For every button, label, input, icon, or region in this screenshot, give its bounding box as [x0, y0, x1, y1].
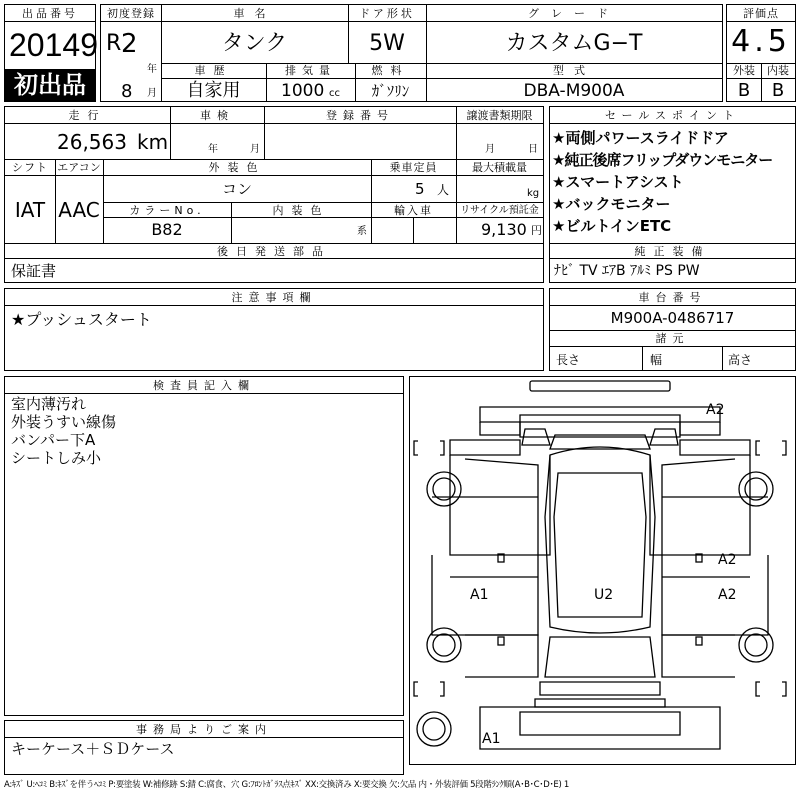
model: DBA-M900A: [523, 81, 625, 101]
car-outline: [410, 377, 795, 764]
interior-color-label: 内装色: [272, 204, 330, 217]
inspector-box: [4, 376, 404, 716]
name-label: 車名: [233, 7, 276, 20]
displacement: 1000: [281, 81, 325, 101]
mileage-unit: km: [137, 130, 169, 154]
plate-label: 登録番号: [326, 109, 394, 122]
damage-mark-roof: U2: [594, 587, 614, 603]
capacity-unit: 人: [437, 183, 450, 197]
lot-number: 20149: [9, 27, 98, 63]
sales-point-item: ★両側パワースライドドア: [552, 129, 729, 147]
inspector-line: 外装うすい線傷: [11, 413, 117, 431]
sales-point-item: ★バックモニター: [552, 195, 671, 213]
grade: カスタムG−T: [505, 31, 643, 56]
load-unit: kg: [527, 188, 540, 199]
inspector-line: 室内薄汚れ: [11, 395, 87, 413]
car-diagram: [409, 376, 796, 765]
capacity: 5: [415, 180, 425, 198]
ac: AAC: [58, 198, 100, 222]
legend: A:ｷｽﾞ U:ﾍｺﾐ B:ｷｽﾞを伴うﾍｺﾐ P:要塗装 W:補修跡 S:錆 C:腐食、穴 G:ﾌﾛﾝﾄｶﾞﾗｽ点ｷｽﾞ XX:交換済み X:要交換 欠:欠品 内・外装評価 5段階ﾗﾝｸ順(A･B･C･D･E) 1: [4, 780, 570, 790]
reg-year: 2: [121, 29, 138, 59]
transfer-label: 譲渡書類期限: [466, 109, 533, 122]
office-value: キーケース＋ＳＤケース: [11, 740, 175, 758]
displacement-label: 排気量: [285, 64, 336, 77]
model-label: 型式: [553, 64, 595, 77]
reg-era: R: [106, 31, 122, 56]
damage-mark-right-front: A2: [718, 552, 737, 568]
office-label: 事務局よりご案内: [136, 723, 272, 736]
notes-value: ★プッシュスタート: [11, 310, 152, 329]
inspector-line: シートしみ小: [11, 449, 102, 467]
header-table: [100, 4, 723, 102]
damage-mark-right-mid: A2: [718, 587, 737, 603]
reg-month: 8: [121, 81, 133, 102]
car-name: タンク: [221, 31, 288, 56]
shift: IAT: [14, 198, 46, 222]
spec-table: [4, 106, 544, 283]
dimensions-label: 諸元: [655, 332, 690, 345]
office-box: [4, 720, 404, 775]
transfer-month-unit: 月: [485, 144, 495, 155]
first-time-badge: 初出品: [5, 69, 95, 101]
sales-points-label: セールスポイント: [604, 109, 740, 122]
chassis-number: M900A-0486717: [610, 309, 735, 327]
inspection-month-unit: 月: [250, 144, 260, 155]
import-label: 輸入車: [394, 204, 433, 217]
lot-box: [4, 4, 96, 102]
exterior-color: コン: [221, 180, 252, 198]
lot-label: 出品番号: [22, 7, 78, 20]
sales-point-item: ★スマートアシスト: [552, 173, 684, 191]
inspection-year-unit: 年: [208, 144, 218, 155]
exterior-grade: B: [737, 80, 751, 101]
interior-grade: B: [771, 80, 785, 101]
sales-points-box: [549, 106, 796, 283]
height-label: 高さ: [728, 353, 753, 367]
recycle: 9,130: [481, 220, 527, 239]
fuel-label: 燃料: [371, 64, 410, 77]
accessories-value: 保証書: [11, 262, 57, 280]
door-type: 5W: [369, 31, 405, 56]
ac-label: エアコン: [57, 161, 101, 174]
notes-label: 注意事項欄: [231, 291, 317, 304]
inspection-label: 車検: [200, 109, 234, 122]
score-box: [726, 4, 796, 102]
transfer-day-unit: 日: [528, 144, 538, 155]
score: 4.5: [731, 24, 791, 59]
fuel: ｶﾞｿﾘﾝ: [371, 82, 410, 100]
capacity-label: 乗車定員: [389, 161, 438, 174]
damage-mark-front: A2: [706, 402, 725, 418]
sales-point-item: ★ビルトインETC: [552, 217, 672, 235]
interior-grade-label: 内装: [767, 64, 789, 77]
displacement-unit: cc: [329, 88, 340, 99]
mileage: 26,563: [57, 130, 127, 154]
load-label: 最大積載量: [472, 161, 527, 174]
chassis-label: 車台番号: [638, 291, 707, 304]
equipment-label: 純正装備: [634, 245, 711, 258]
inspector-label: 検査員記入欄: [153, 379, 255, 392]
length-label: 長さ: [556, 353, 581, 367]
year-unit: 年: [147, 64, 157, 75]
recycle-label: リサイクル預託金: [460, 205, 539, 216]
accessories-label: 後日発送部品: [217, 245, 331, 258]
equipment-value: ﾅﾋﾞ TV ｴｱB ｱﾙﾐ PS PW: [554, 263, 700, 279]
mileage-label: 走行: [68, 109, 107, 122]
shift-label: シフト: [12, 161, 48, 174]
history-label: 車歴: [194, 64, 233, 77]
width-label: 幅: [650, 353, 663, 367]
color-no: B82: [151, 220, 183, 239]
damage-mark-left-mid: A1: [470, 587, 489, 603]
door-label: ドア形状: [359, 7, 415, 20]
exterior-grade-label: 外装: [733, 64, 755, 77]
color-no-label: カラーNo.: [129, 204, 205, 217]
chassis-box: [549, 288, 796, 371]
inspector-line: バンパー下A: [11, 431, 96, 449]
damage-mark-rear: A1: [482, 731, 501, 747]
month-unit: 月: [147, 88, 157, 99]
grade-label: グレード: [528, 7, 620, 20]
score-label: 評価点: [743, 7, 779, 20]
reg-label: 初度登録: [107, 7, 155, 20]
notes-box: [4, 288, 544, 371]
recycle-unit: 円: [531, 224, 542, 237]
exterior-color-label: 外装色: [208, 161, 266, 174]
sales-point-item: ★純正後席フリップダウンモニター: [552, 151, 773, 169]
interior-color-unit: 系: [357, 226, 367, 237]
history: 自家用: [186, 80, 241, 101]
